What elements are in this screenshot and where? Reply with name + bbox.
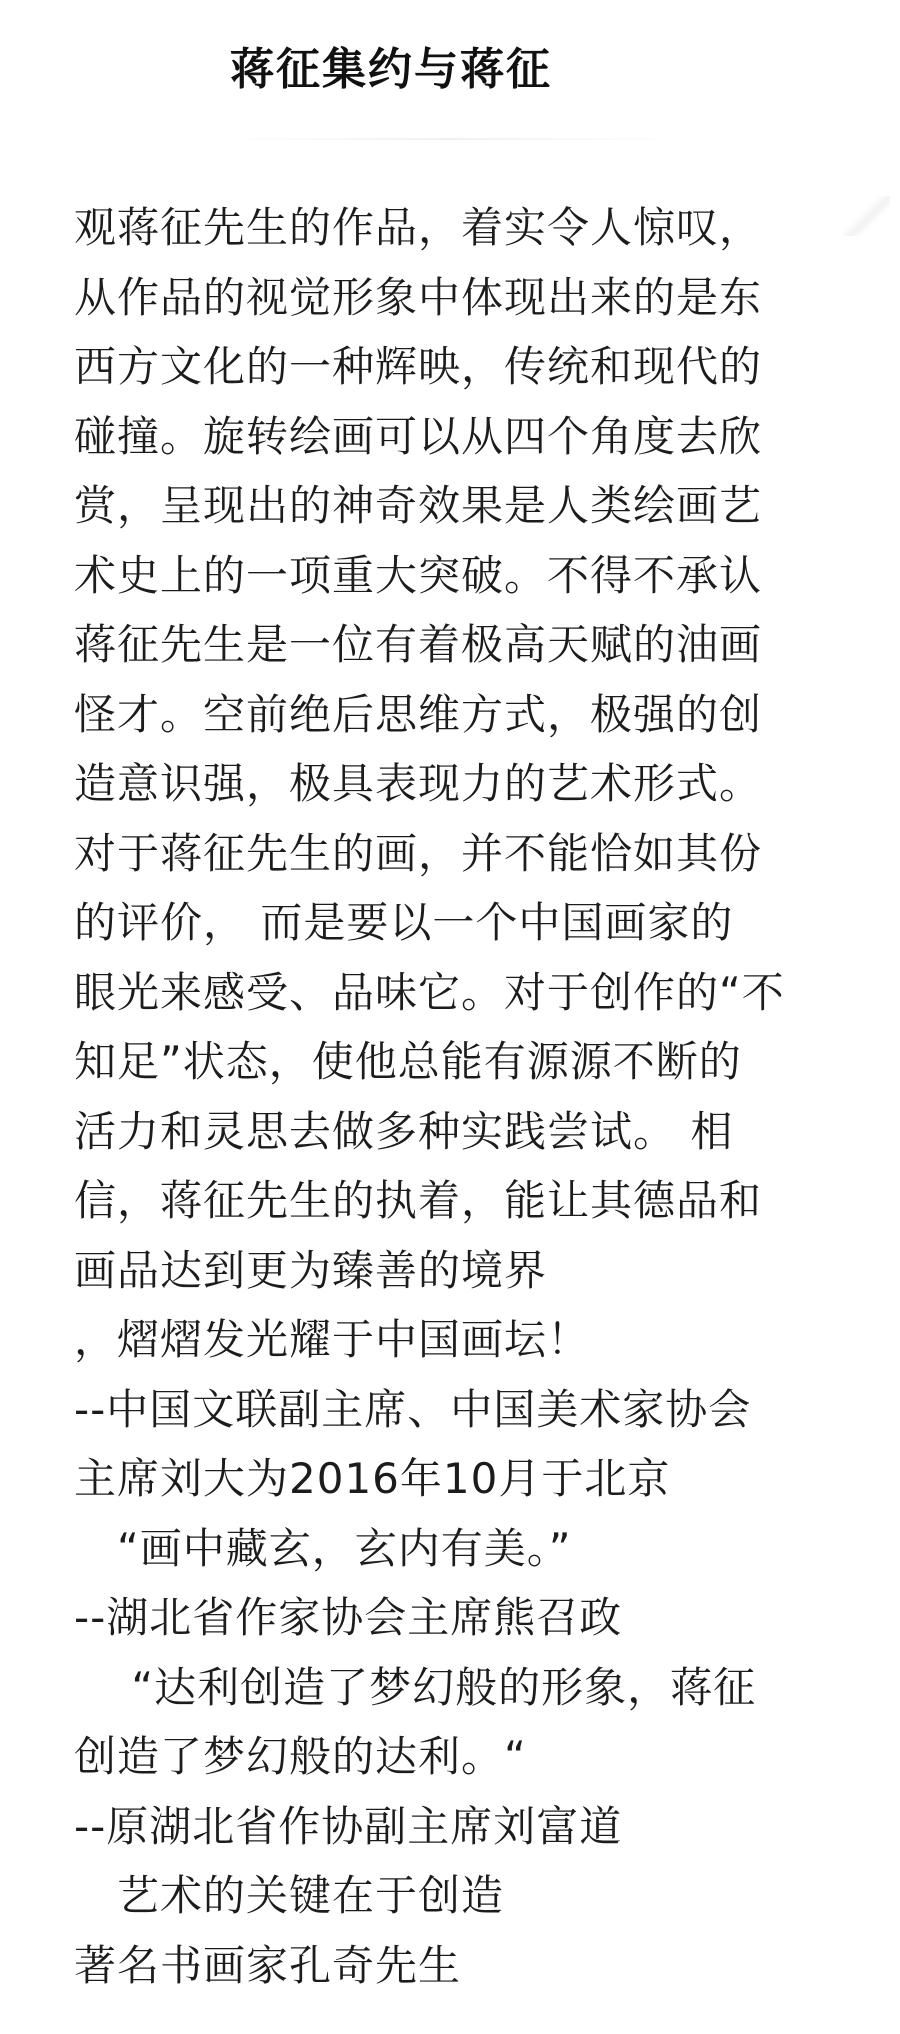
document-body: [74, 193, 874, 2000]
quote-line: 艺术的关键在于创造: [74, 1871, 505, 1920]
document-title: 蒋征集约与蒋征: [230, 44, 552, 95]
attribution-line: 著名书画家孔奇先生: [74, 1940, 462, 1990]
text-line: 活力和灵思去做多种实践尝试。 相: [74, 1106, 734, 1156]
quote-line: 创造了梦幻般的达利。“: [74, 1732, 527, 1781]
text-line: 术史上的一项重大突破。不得不承认: [74, 550, 763, 600]
text-line: ，熠熠发光耀于中国画坛！: [74, 1315, 591, 1364]
attribution-line: --湖北省作家协会主席熊召政: [74, 1593, 623, 1642]
text-line: 眼光来感受、品味它。对于创作的“不: [74, 967, 785, 1017]
quote-line: “画中藏玄，玄内有美。”: [74, 1523, 572, 1573]
text-line: 从作品的视觉形象中体现出来的是东: [74, 272, 763, 322]
text-line: 赏，呈现出的神奇效果是人类绘画艺: [74, 481, 763, 530]
text-line: 造意识强，极具表现力的艺术形式。: [74, 759, 763, 808]
text-line: 怪才。空前绝后思维方式，极强的创: [74, 689, 763, 739]
text-line: 的评价， 而是要以一个中国画家的: [74, 898, 734, 947]
title-divider: [220, 138, 680, 140]
text-line: 观蒋征先生的作品，着实令人惊叹，: [74, 203, 763, 252]
text-line: 知足”状态，使他总能有源源不断的: [74, 1037, 742, 1086]
text-line: 信，蒋征先生的执着，能让其德品和: [74, 1176, 763, 1225]
attribution-line: 主席刘大为2016年10月于北京: [74, 1454, 671, 1503]
text-line: 画品达到更为臻善的境界: [74, 1245, 548, 1295]
text-line: 蒋征先生是一位有着极高天赋的油画: [74, 620, 763, 669]
attribution-line: --原湖北省作协副主席刘富道: [74, 1801, 623, 1851]
attribution-line: --中国文联副主席、中国美术家协会: [74, 1384, 752, 1434]
text-line: 西方文化的一种辉映，传统和现代的: [74, 342, 763, 391]
text-line: 对于蒋征先生的画，并不能恰如其份: [74, 828, 763, 878]
quote-line: “达利创造了梦幻般的形象，蒋征: [74, 1662, 757, 1712]
text-line: 碰撞。旋转绘画可以从四个角度去欣: [74, 411, 763, 461]
